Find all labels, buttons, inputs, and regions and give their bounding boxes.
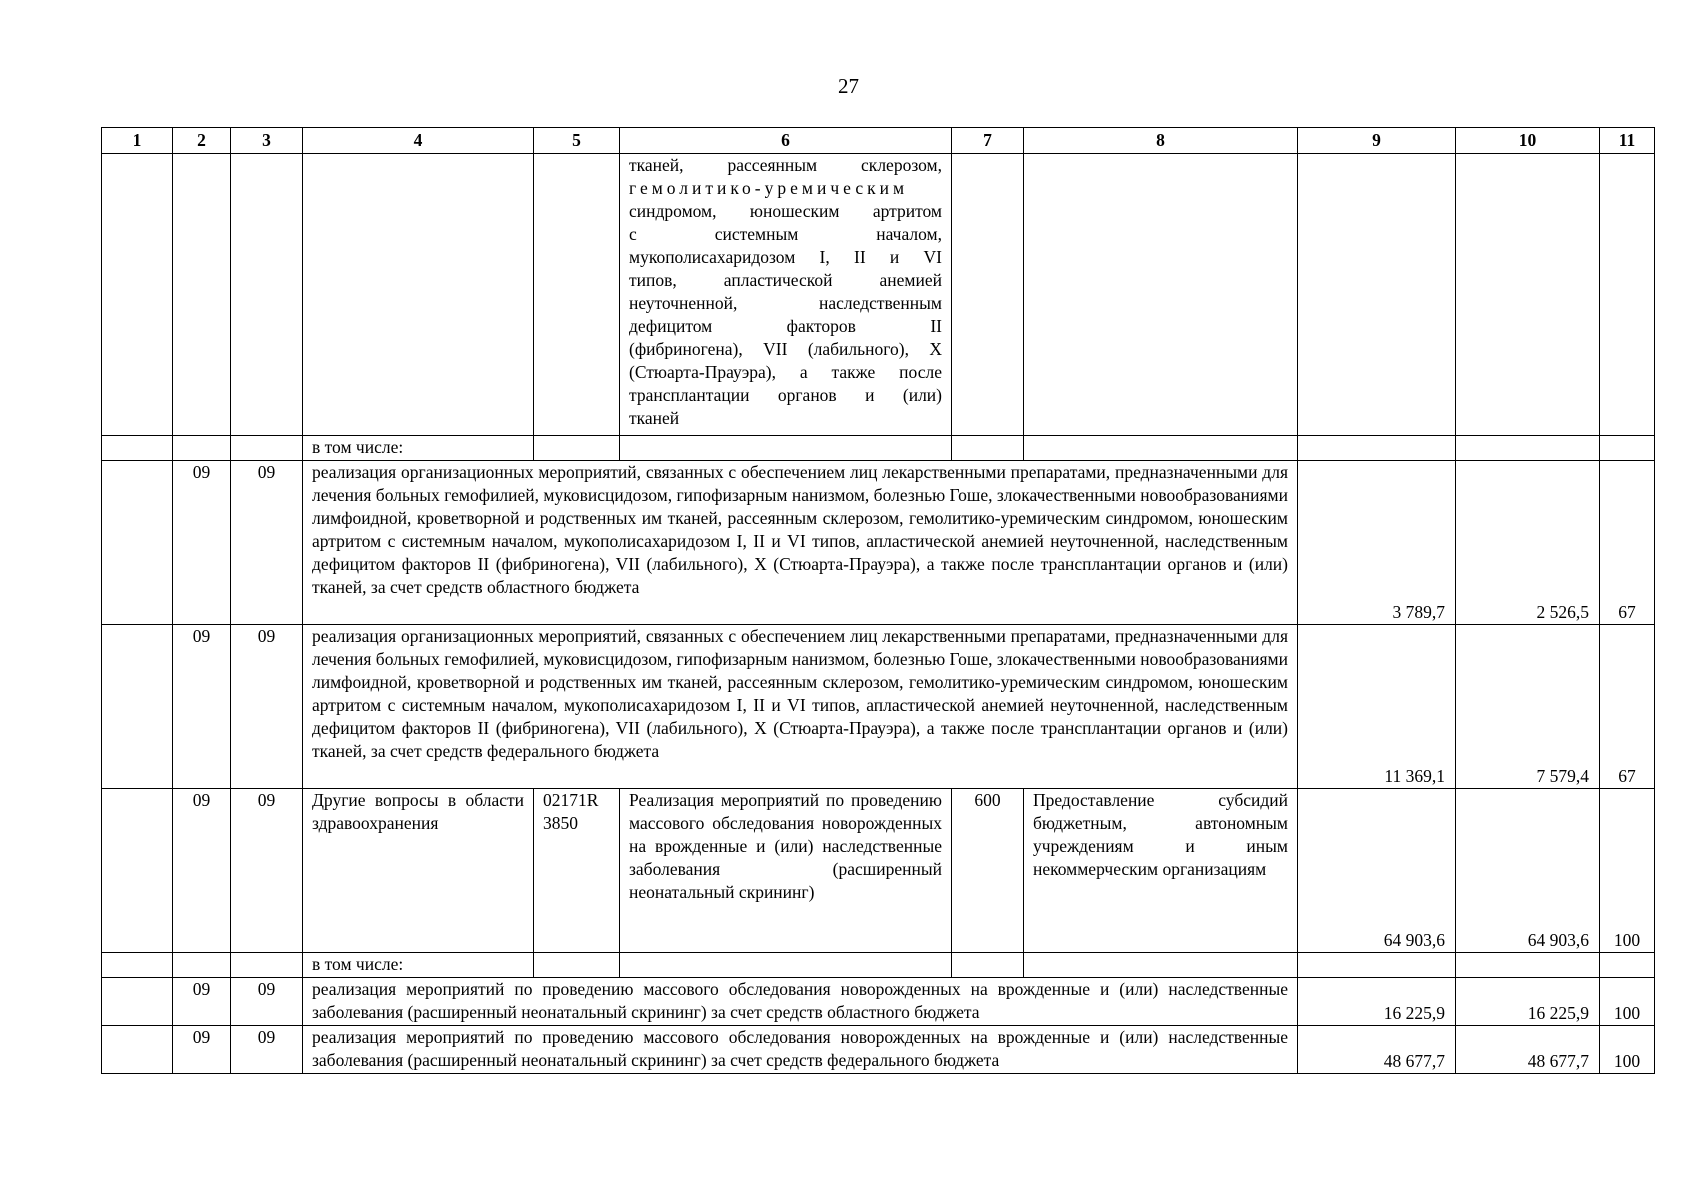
percent-col-11: 100 bbox=[1600, 789, 1655, 953]
percent-col-11: 100 bbox=[1600, 978, 1655, 1026]
col-header-4: 4 bbox=[303, 128, 534, 154]
code-section: 09 bbox=[173, 789, 231, 953]
percent-col-11: 67 bbox=[1600, 461, 1655, 625]
header-row bbox=[102, 128, 1655, 154]
value-col-10: 7 579,4 bbox=[1456, 625, 1600, 789]
col-header-5: 5 bbox=[534, 128, 620, 154]
col-header-11: 11 bbox=[1600, 128, 1655, 154]
table-row bbox=[102, 461, 1655, 625]
category-name: Другие вопросы в области здравоохранения bbox=[303, 789, 534, 953]
row-description: реализация мероприятий по проведению массового обследования новорожденных на врожденные и (или) наследственные заболевания (расширенный неонатальный скрининг) за счет средств федерального бюджета bbox=[303, 1026, 1298, 1074]
table-row bbox=[102, 789, 1655, 953]
code-subsection: 09 bbox=[231, 789, 303, 953]
row-description: реализация организационных мероприятий, связанных с обеспечением лиц лекарственными препаратами, предназначенными для лечения больных гемофилией, муковисцидозом, гипофизарным нанизмом, болезнью Гоше, злокачественными новообразованиями лимфоидной, кроветворной и родственных им тканей, рассеянным склерозом, гемолитико-уремическим синдромом, юношеским артритом с системным началом, мукополисахаридозом I, II и VI типов, апластической анемией неуточненной, наследственным дефицитом факторов II (фибриногена), VII (лабильного), X (Стюарта-Прауэра), а также после трансплантации органов и (или) тканей, за счет средств федерального бюджета bbox=[303, 625, 1298, 789]
continuation-row bbox=[102, 154, 1655, 436]
col-header-2: 2 bbox=[173, 128, 231, 154]
col-header-8: 8 bbox=[1024, 128, 1298, 154]
value-col-9: 11 369,1 bbox=[1298, 625, 1456, 789]
row-description: реализация мероприятий по проведению массового обследования новорожденных на врожденные и (или) наследственные заболевания (расширенный неонатальный скрининг) за счет средств областного бюджета bbox=[303, 978, 1298, 1026]
code-subsection: 09 bbox=[231, 625, 303, 789]
value-col-9: 16 225,9 bbox=[1298, 978, 1456, 1026]
including-row bbox=[102, 436, 1655, 461]
code-section: 09 bbox=[173, 978, 231, 1026]
value-col-10: 2 526,5 bbox=[1456, 461, 1600, 625]
expense-type-name: Предоставление субсидий бюджетным, автономным учреждениям и иным некоммерческим организациям bbox=[1024, 789, 1298, 953]
expense-type-code: 600 bbox=[952, 789, 1024, 953]
code-section: 09 bbox=[173, 625, 231, 789]
value-col-9: 3 789,7 bbox=[1298, 461, 1456, 625]
value-col-10: 48 677,7 bbox=[1456, 1026, 1600, 1074]
including-row bbox=[102, 953, 1655, 978]
row-description: реализация организационных мероприятий, связанных с обеспечением лиц лекарственными препаратами, предназначенными для лечения больных гемофилией, муковисцидозом, гипофизарным нанизмом, болезнью Гоше, злокачественными новообразованиями лимфоидной, кроветворной и родственных им тканей, рассеянным склерозом, гемолитико-уремическим синдромом, юношеским артритом с системным началом, мукополисахаридозом I, II и VI типов, апластической анемией неуточненной, наследственным дефицитом факторов II (фибриногена), VII (лабильного), X (Стюарта-Прауэра), а также после трансплантации органов и (или) тканей, за счет средств областного бюджета bbox=[303, 461, 1298, 625]
including-label: в том числе: bbox=[303, 953, 534, 978]
col-header-9: 9 bbox=[1298, 128, 1456, 154]
code-subsection: 09 bbox=[231, 461, 303, 625]
table-row bbox=[102, 625, 1655, 789]
percent-col-11: 67 bbox=[1600, 625, 1655, 789]
value-col-10: 64 903,6 bbox=[1456, 789, 1600, 953]
value-col-9: 64 903,6 bbox=[1298, 789, 1456, 953]
col-header-3: 3 bbox=[231, 128, 303, 154]
code-section: 09 bbox=[173, 1026, 231, 1074]
page-number: 27 bbox=[838, 74, 859, 98]
col-header-7: 7 bbox=[952, 128, 1024, 154]
col-header-6: 6 bbox=[620, 128, 952, 154]
code-subsection: 09 bbox=[231, 978, 303, 1026]
target-code: 02171R 3850 bbox=[534, 789, 620, 953]
measure-description: Реализация мероприятий по проведению массового обследования новорожденных на врожденные и (или) наследственные заболевания (расширенный неонатальный скрининг) bbox=[620, 789, 952, 953]
code-subsection: 09 bbox=[231, 1026, 303, 1074]
value-col-10: 16 225,9 bbox=[1456, 978, 1600, 1026]
value-col-9: 48 677,7 bbox=[1298, 1026, 1456, 1074]
code-section: 09 bbox=[173, 461, 231, 625]
table-row bbox=[102, 978, 1655, 1026]
continuation-text: тканей, рассеянным склерозом, гемолитико-уремическим синдромом, юношеским артритом с системным началом, мукополисахаридозом I, II и VI типов, апластической анемией неуточненной, наследственным дефицитом факторов II (фибриногена), VII (лабильного), X (Стюарта-Прауэра), а также после трансплантации органов и (или) тканей bbox=[620, 154, 952, 436]
budget-table bbox=[101, 127, 1655, 1074]
percent-col-11: 100 bbox=[1600, 1026, 1655, 1074]
including-label: в том числе: bbox=[303, 436, 534, 461]
col-header-10: 10 bbox=[1456, 128, 1600, 154]
col-header-1: 1 bbox=[102, 128, 173, 154]
table-row bbox=[102, 1026, 1655, 1074]
